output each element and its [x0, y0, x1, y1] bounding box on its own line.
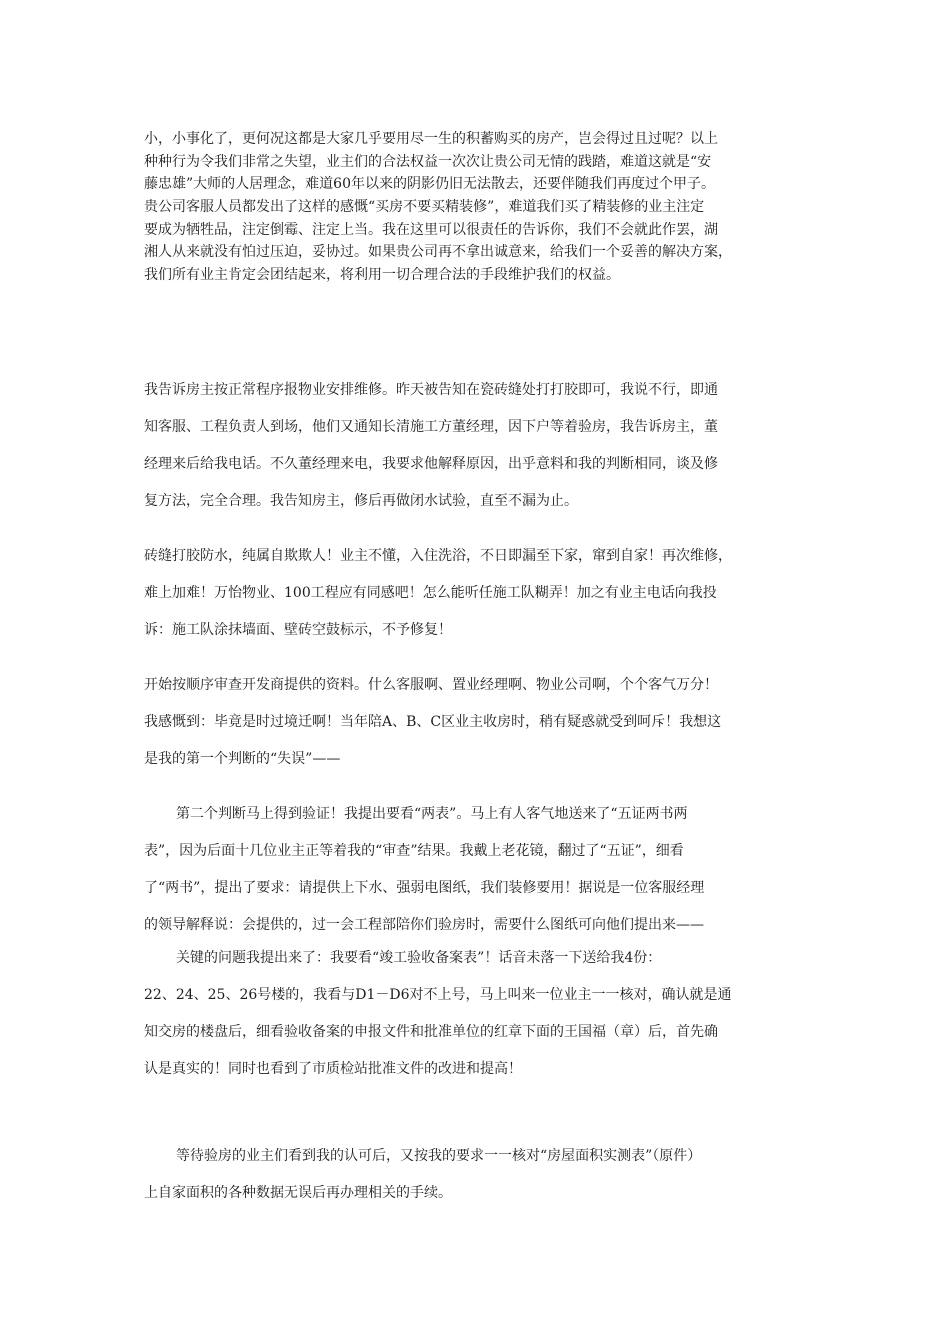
- text-line: 我们所有业主肯定会团结起来，将利用一切合理合法的手段维护我们的权益。: [144, 267, 620, 284]
- text-line: 关键的问题我提出来了：我要看“竣工验收备案表”！话音未落一下送给我4份：: [176, 950, 662, 966]
- text-line: 是我的第一个判断的“失误”——: [144, 751, 341, 767]
- text-line: 难上加难！万怡物业、100工程应有同感吧！怎么能听任施工队糊弄！加之有业主电话向我投: [144, 585, 717, 601]
- text-line: 22、24、25、26号楼的，我看与D1－D6对不上号，马上叫来一位业主一一核对，确认就是通: [144, 987, 732, 1003]
- text-line: 表”，因为后面十几位业主正等着我的“审查”结果。我戴上老花镜，翻过了“五证”，细看: [144, 843, 684, 859]
- text-line: 我感慨到：毕竟是时过境迁啊！当年陪A、B、C区业主收房时，稍有疑惑就受到呵斥！我想这: [144, 714, 722, 730]
- paragraph-review: [144, 667, 824, 778]
- text-line: 等待验房的业主们看到我的认可后，又按我的要求一一核对“房屋面积实测表”（原件）: [176, 1148, 702, 1164]
- text-line: 第二个判断马上得到验证！我提出要看“两表”。马上有人客气地送来了“五证两书两: [176, 806, 688, 822]
- text-line: 知交房的楼盘后，细看验收备案的申报文件和批准单位的红章下面的王国福（章）后，首先确: [144, 1024, 718, 1040]
- paragraph-second-judgment: [144, 796, 824, 944]
- paragraph-area-check: [144, 1138, 824, 1212]
- text-line: 我告诉房主按正常程序报物业安排维修。昨天被告知在瓷砖缝处打打胶即可，我说不行，即通: [144, 382, 718, 398]
- text-line: 知客服、工程负责人到场，他们又通知长清施工方董经理，因下户等着验房，我告诉房主，董: [144, 419, 718, 435]
- text-line: 的领导解释说：会提供的，过一会工程部陪你们验房时，需要什么图纸可向他们提出来——: [144, 917, 704, 933]
- text-line: 上自家面积的各种数据无误后再办理相关的手续。: [144, 1185, 452, 1201]
- text-line: 藤忠雄”大师的人居理念，难道60年以来的阴影仍旧无法散去，还要伴随我们再度过个甲子。: [144, 176, 715, 193]
- text-line: 湘人从来就没有怕过压迫，妥协过。如果贵公司再不拿出诚意来，给我们一个妥善的解决方案，: [144, 244, 732, 261]
- text-line: 种种行为令我们非常之失望，业主们的合法权益一次次让贵公司无情的践踏，难道这就是“安: [144, 153, 712, 170]
- text-line: 了“两书”，提出了要求：请提供上下水、强弱电图纸，我们装修要用！据说是一位客服经理: [144, 880, 705, 896]
- text-line: 砖缝打胶防水，纯属自欺欺人！业主不懂，入住洗浴，不日即漏至下家，窜到自家！再次维修，: [144, 548, 732, 564]
- text-line: 开始按顺序审查开发商提供的资料。什么客服啊、置业经理啊、物业公司啊，个个客气万分！: [144, 677, 718, 693]
- text-line: 贵公司客服人员都发出了这样的感慨“买房不要买精装修”，难道我们买了精装修的业主注定: [144, 199, 705, 216]
- text-line: 经理来后给我电话。不久董经理来电，我要求他解释原因，出乎意料和我的判断相同，谈及修: [144, 456, 718, 472]
- text-line: 诉：施工队涂抹墙面、壁砖空鼓标示，不予修复！: [144, 622, 452, 638]
- paragraph-complaint: [144, 128, 824, 287]
- text-line: 小，小事化了，更何况这都是大家几乎要用尽一生的积蓄购买的房产，岂会得过且过呢？以上: [144, 131, 718, 147]
- paragraph-key-question: [144, 940, 824, 1088]
- paragraph-repair: [144, 372, 824, 520]
- text-line: 要成为牺牲品，注定倒霉、注定上当。我在这里可以很责任的告诉你，我们不会就此作罢，湖: [144, 221, 718, 238]
- text-line: 复方法，完全合理。我告知房主，修后再做闭水试验，直至不漏为止。: [144, 493, 578, 509]
- paragraph-waterproofing: [144, 538, 824, 649]
- text-line: 认是真实的！同时也看到了市质检站批准文件的改进和提高！: [144, 1061, 522, 1077]
